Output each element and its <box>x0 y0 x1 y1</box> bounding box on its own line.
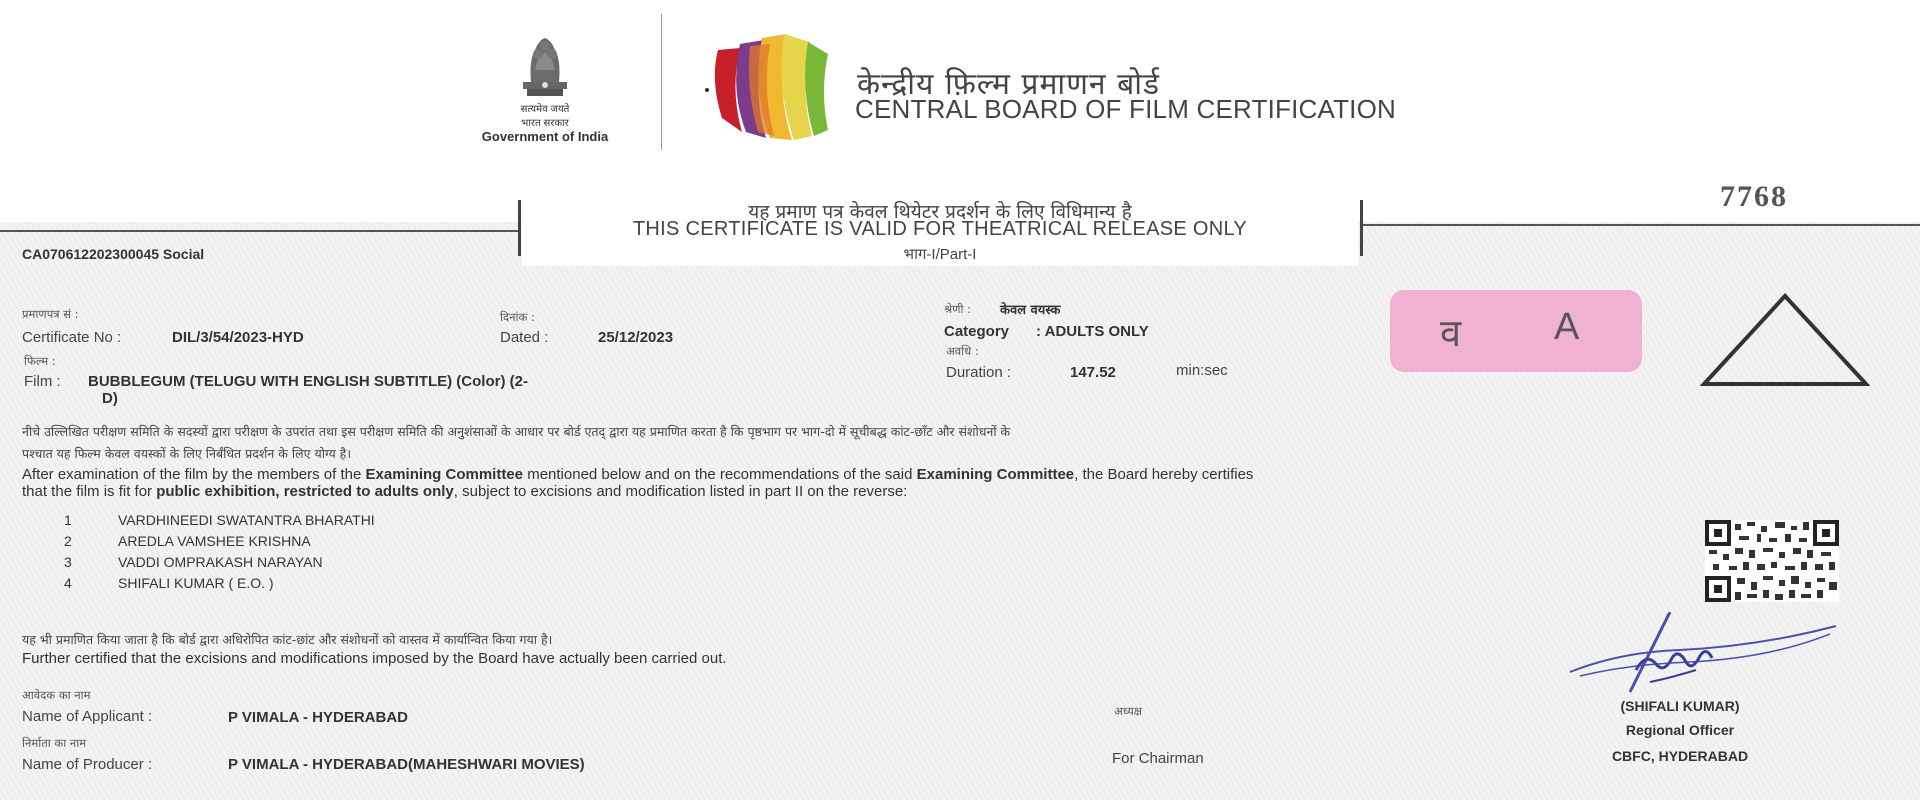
film-title-line-2: D) <box>102 390 118 407</box>
adult-triangle-icon <box>1700 290 1870 390</box>
certification-text-english-1: After examination of the film by the members of the Examining Committee mentioned below and on the recommendations of the said Examining Committee, the Board hereby certifies <box>22 466 1254 483</box>
signatory-office: CBFC, HYDERABAD <box>1611 748 1749 764</box>
committee-member: 2 AREDLA VAMSHEE KRISHNA <box>64 533 311 549</box>
chairman-label-hindi: अध्यक्ष <box>1114 704 1143 718</box>
film-title-line-1: BUBBLEGUM (TELUGU WITH ENGLISH SUBTITLE) (Color) (2- <box>88 373 528 390</box>
validity-text-english: THIS CERTIFICATE IS VALID FOR THEATRICAL RELEASE ONLY <box>632 218 1248 240</box>
certification-text-hindi: नीचे उल्लिखित परीक्षण समिति के सदस्यों द्वारा परीक्षण के उपरांत तथा इस परीक्षण समिति की अनुशंसाओं के आधार पर बोर्ड एतद् द्वारा यह प्रमाणित करता है कि पृष्ठभाग पर भाग-दो में सूचीबद्ध कांट-छाँट और संशोधनों के <box>22 424 1011 439</box>
signatory-name: (SHIFALI KUMAR) <box>1620 698 1740 714</box>
logo-dot <box>705 88 709 92</box>
org-name-english: CENTRAL BOARD OF FILM CERTIFICATION <box>855 94 1397 124</box>
duration-label: Duration : <box>946 364 1012 381</box>
emblem-motto: सत्यमेव जयते <box>520 104 570 115</box>
category-value: : ADULTS ONLY <box>1036 323 1149 340</box>
national-emblem-icon <box>505 30 585 102</box>
signatory-title: Regional Officer <box>1625 722 1735 738</box>
category-label: Category <box>944 323 1010 340</box>
org-name-hindi: केन्द्रीय फ़िल्म प्रमाणन बोर्ड <box>857 67 1161 102</box>
rating-hindi: व <box>1440 311 1462 355</box>
producer-label: Name of Producer : <box>22 756 153 773</box>
certificate-no-label: Certificate No : <box>22 329 122 346</box>
category-value-hindi: केवल वयस्क <box>1000 303 1061 318</box>
signature-icon <box>1560 612 1840 702</box>
part-label: भाग-I/Part-I <box>903 246 977 263</box>
for-chairman-label: For Chairman <box>1112 750 1204 767</box>
banner-bar-right <box>1360 200 1363 256</box>
duration-label-hindi: अवधि : <box>946 344 979 358</box>
rating-english: A <box>1554 306 1580 348</box>
certificate-no-label-hindi: प्रमाणपत्र सं : <box>22 307 79 321</box>
applicant-value: P VIMALA - HYDERABAD <box>228 709 409 726</box>
certificate-no-value: DIL/3/54/2023-HYD <box>172 329 304 346</box>
banner-line-left <box>0 230 520 232</box>
film-label-hindi: फिल्म : <box>24 354 56 368</box>
further-text-english: Further certified that the excisions and modifications imposed by the Board have actually been carried out. <box>22 650 727 667</box>
serial-number: 7768 <box>1720 180 1788 213</box>
banner-line-right <box>1360 224 1920 226</box>
header-divider <box>661 14 662 150</box>
emblem-govt-hindi: भारत सरकार <box>521 118 569 129</box>
emblem-govt-english: Government of India <box>481 129 609 144</box>
banner-bar-left <box>518 200 521 256</box>
date-value: 25/12/2023 <box>598 329 674 346</box>
film-label: Film : <box>24 373 61 390</box>
reference-code: CA070612202300045 Social <box>22 246 205 262</box>
date-label-hindi: दिनांक : <box>500 310 535 324</box>
applicant-label: Name of Applicant : <box>22 708 153 725</box>
committee-member: 3 VADDI OMPRAKASH NARAYAN <box>64 554 323 570</box>
date-label: Dated : <box>500 329 549 346</box>
further-text-hindi: यह भी प्रमाणित किया जाता है कि बोर्ड द्वारा अधिरोपित कांट-छांट और संशोधनों को वास्तव में कार्यान्वित किया गया है। <box>22 632 553 647</box>
validity-text-hindi: यह प्रमाण पत्र केवल थियेटर प्रदर्शन के लिए विधिमान्य है <box>748 201 1132 223</box>
duration-value: 147.52 <box>1070 364 1116 381</box>
duration-unit: min:sec <box>1176 362 1228 379</box>
producer-value: P VIMALA - HYDERABAD(MAHESHWARI MOVIES) <box>228 756 585 773</box>
committee-member: 4 SHIFALI KUMAR ( E.O. ) <box>64 575 274 591</box>
qr-code <box>1705 520 1839 602</box>
committee-member: 1 VARDHINEEDI SWATANTRA BHARATHI <box>64 512 375 528</box>
category-label-hindi: श्रेणी : <box>944 302 971 316</box>
certification-text-english-2: that the film is fit for public exhibition, restricted to adults only, subject to excisions and modification listed in part II on the reverse: <box>22 483 908 500</box>
cbfc-logo-icon <box>700 20 850 148</box>
rating-badge <box>1390 290 1642 372</box>
producer-label-hindi: निर्माता का नाम <box>22 736 87 750</box>
certification-text-hindi-2: पश्चात यह फिल्म केवल वयस्कों के लिए निर्बंधित प्रदर्शन के लिए योग्य है। <box>22 446 352 461</box>
applicant-label-hindi: आवेदक का नाम <box>22 688 91 702</box>
